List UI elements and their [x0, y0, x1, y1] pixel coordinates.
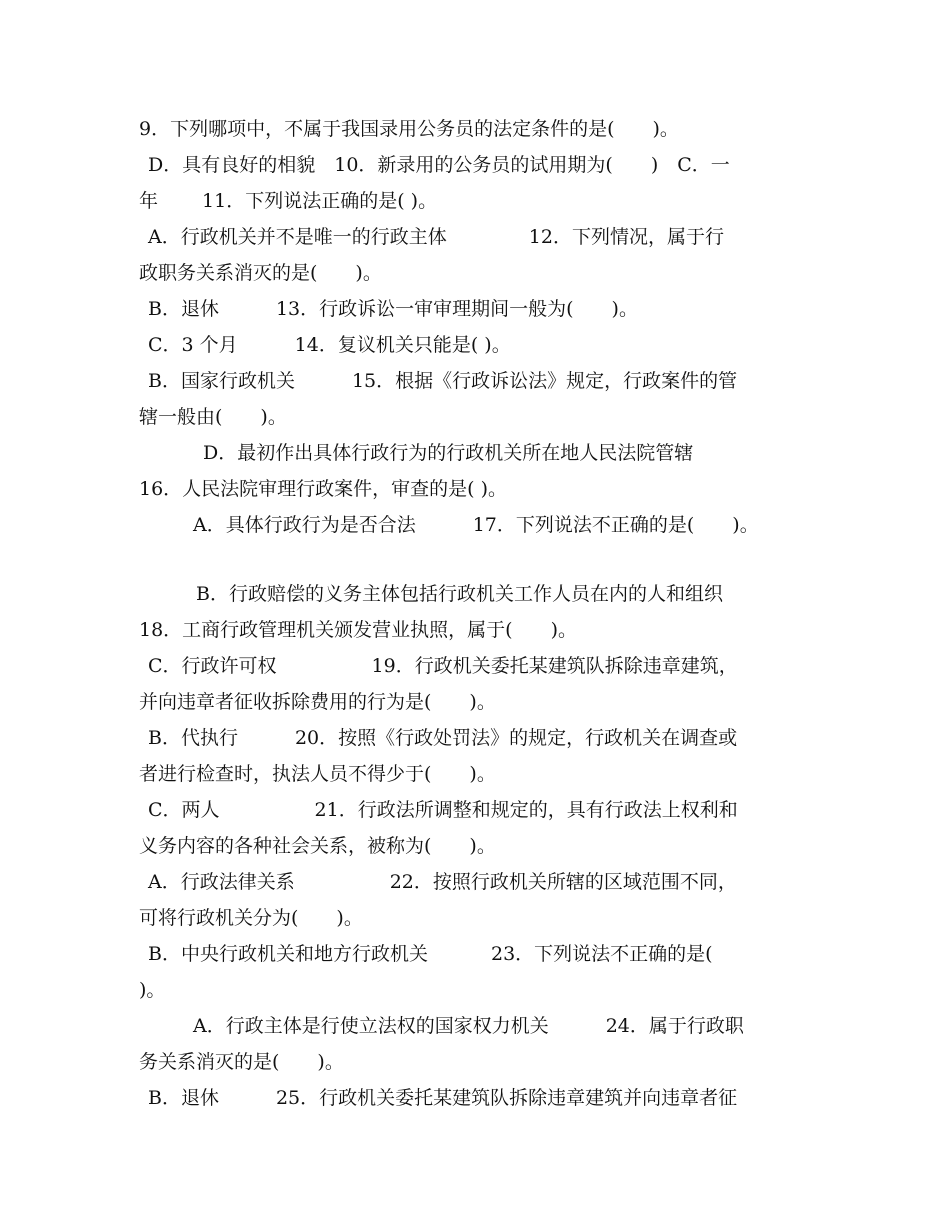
text-line-q20: B．代执行 20．按照《行政处罚法》的规定，行政机关在调查或 [148, 727, 738, 749]
text-line-q15-cont: 辖一般由( )。 [139, 406, 287, 428]
text-line-q9: 9．下列哪项中，不属于我国录用公务员的法定条件的是( )。 [139, 118, 679, 140]
text-line-q24: A．行政主体是行使立法权的国家权力机关 24．属于行政职 [193, 1015, 744, 1037]
text-line-q23: B．中央行政机关和地方行政机关 23．下列说法不正确的是( [148, 943, 713, 965]
text-line-q21: C．两人 21．行政法所调整和规定的，具有行政法上权利和 [148, 799, 738, 821]
text-line-q16: 16．人民法院审理行政案件，审查的是( )。 [139, 478, 508, 500]
text-line-q19-cont: 并向违章者征收拆除费用的行为是( )。 [139, 691, 496, 713]
text-line-q23-cont: )。 [139, 979, 166, 1001]
text-line-q15-answer: D．最初作出具体行政行为的行政机关所在地人民法院管辖 [203, 442, 694, 464]
text-line-q12: A．行政机关并不是唯一的行政主体 12．下列情况，属于行 [148, 226, 724, 248]
text-line-q22: A．行政法律关系 22．按照行政机关所辖的区域范围不同， [148, 871, 737, 893]
text-line-q17: A．具体行政行为是否合法 17．下列说法不正确的是( )。 [193, 514, 759, 536]
text-line-q10: D．具有良好的相貌 10．新录用的公务员的试用期为( ) C．一 [148, 154, 730, 176]
text-line-q11: 年 11．下列说法正确的是( )。 [139, 190, 438, 212]
text-line-q24-cont: 务关系消灭的是( )。 [139, 1051, 344, 1073]
text-line-q19: C．行政许可权 19．行政机关委托某建筑队拆除违章建筑， [148, 655, 738, 677]
text-line-q13: B．退休 13．行政诉讼一审审理期间一般为( )。 [148, 298, 638, 320]
text-line-q20-cont: 者进行检查时，执法人员不得少于( )。 [139, 763, 496, 785]
text-line-q18: 18．工商行政管理机关颁发营业执照，属于( )。 [139, 619, 578, 641]
text-line-q14: C．3 个月 14．复议机关只能是( )。 [148, 334, 511, 356]
text-line-q15: B．国家行政机关 15．根据《行政诉讼法》规定，行政案件的管 [148, 370, 738, 392]
text-line-q12-cont: 政职务关系消灭的是( )。 [139, 262, 382, 284]
text-line-q17-answer: B．行政赔偿的义务主体包括行政机关工作人员在内的人和组织 [196, 583, 723, 605]
text-line-q21-cont: 义务内容的各种社会关系，被称为( )。 [139, 835, 496, 857]
text-line-q25: B．退休 25．行政机关委托某建筑队拆除违章建筑并向违章者征 [148, 1087, 738, 1109]
text-line-q22-cont: 可将行政机关分为( )。 [139, 907, 363, 929]
